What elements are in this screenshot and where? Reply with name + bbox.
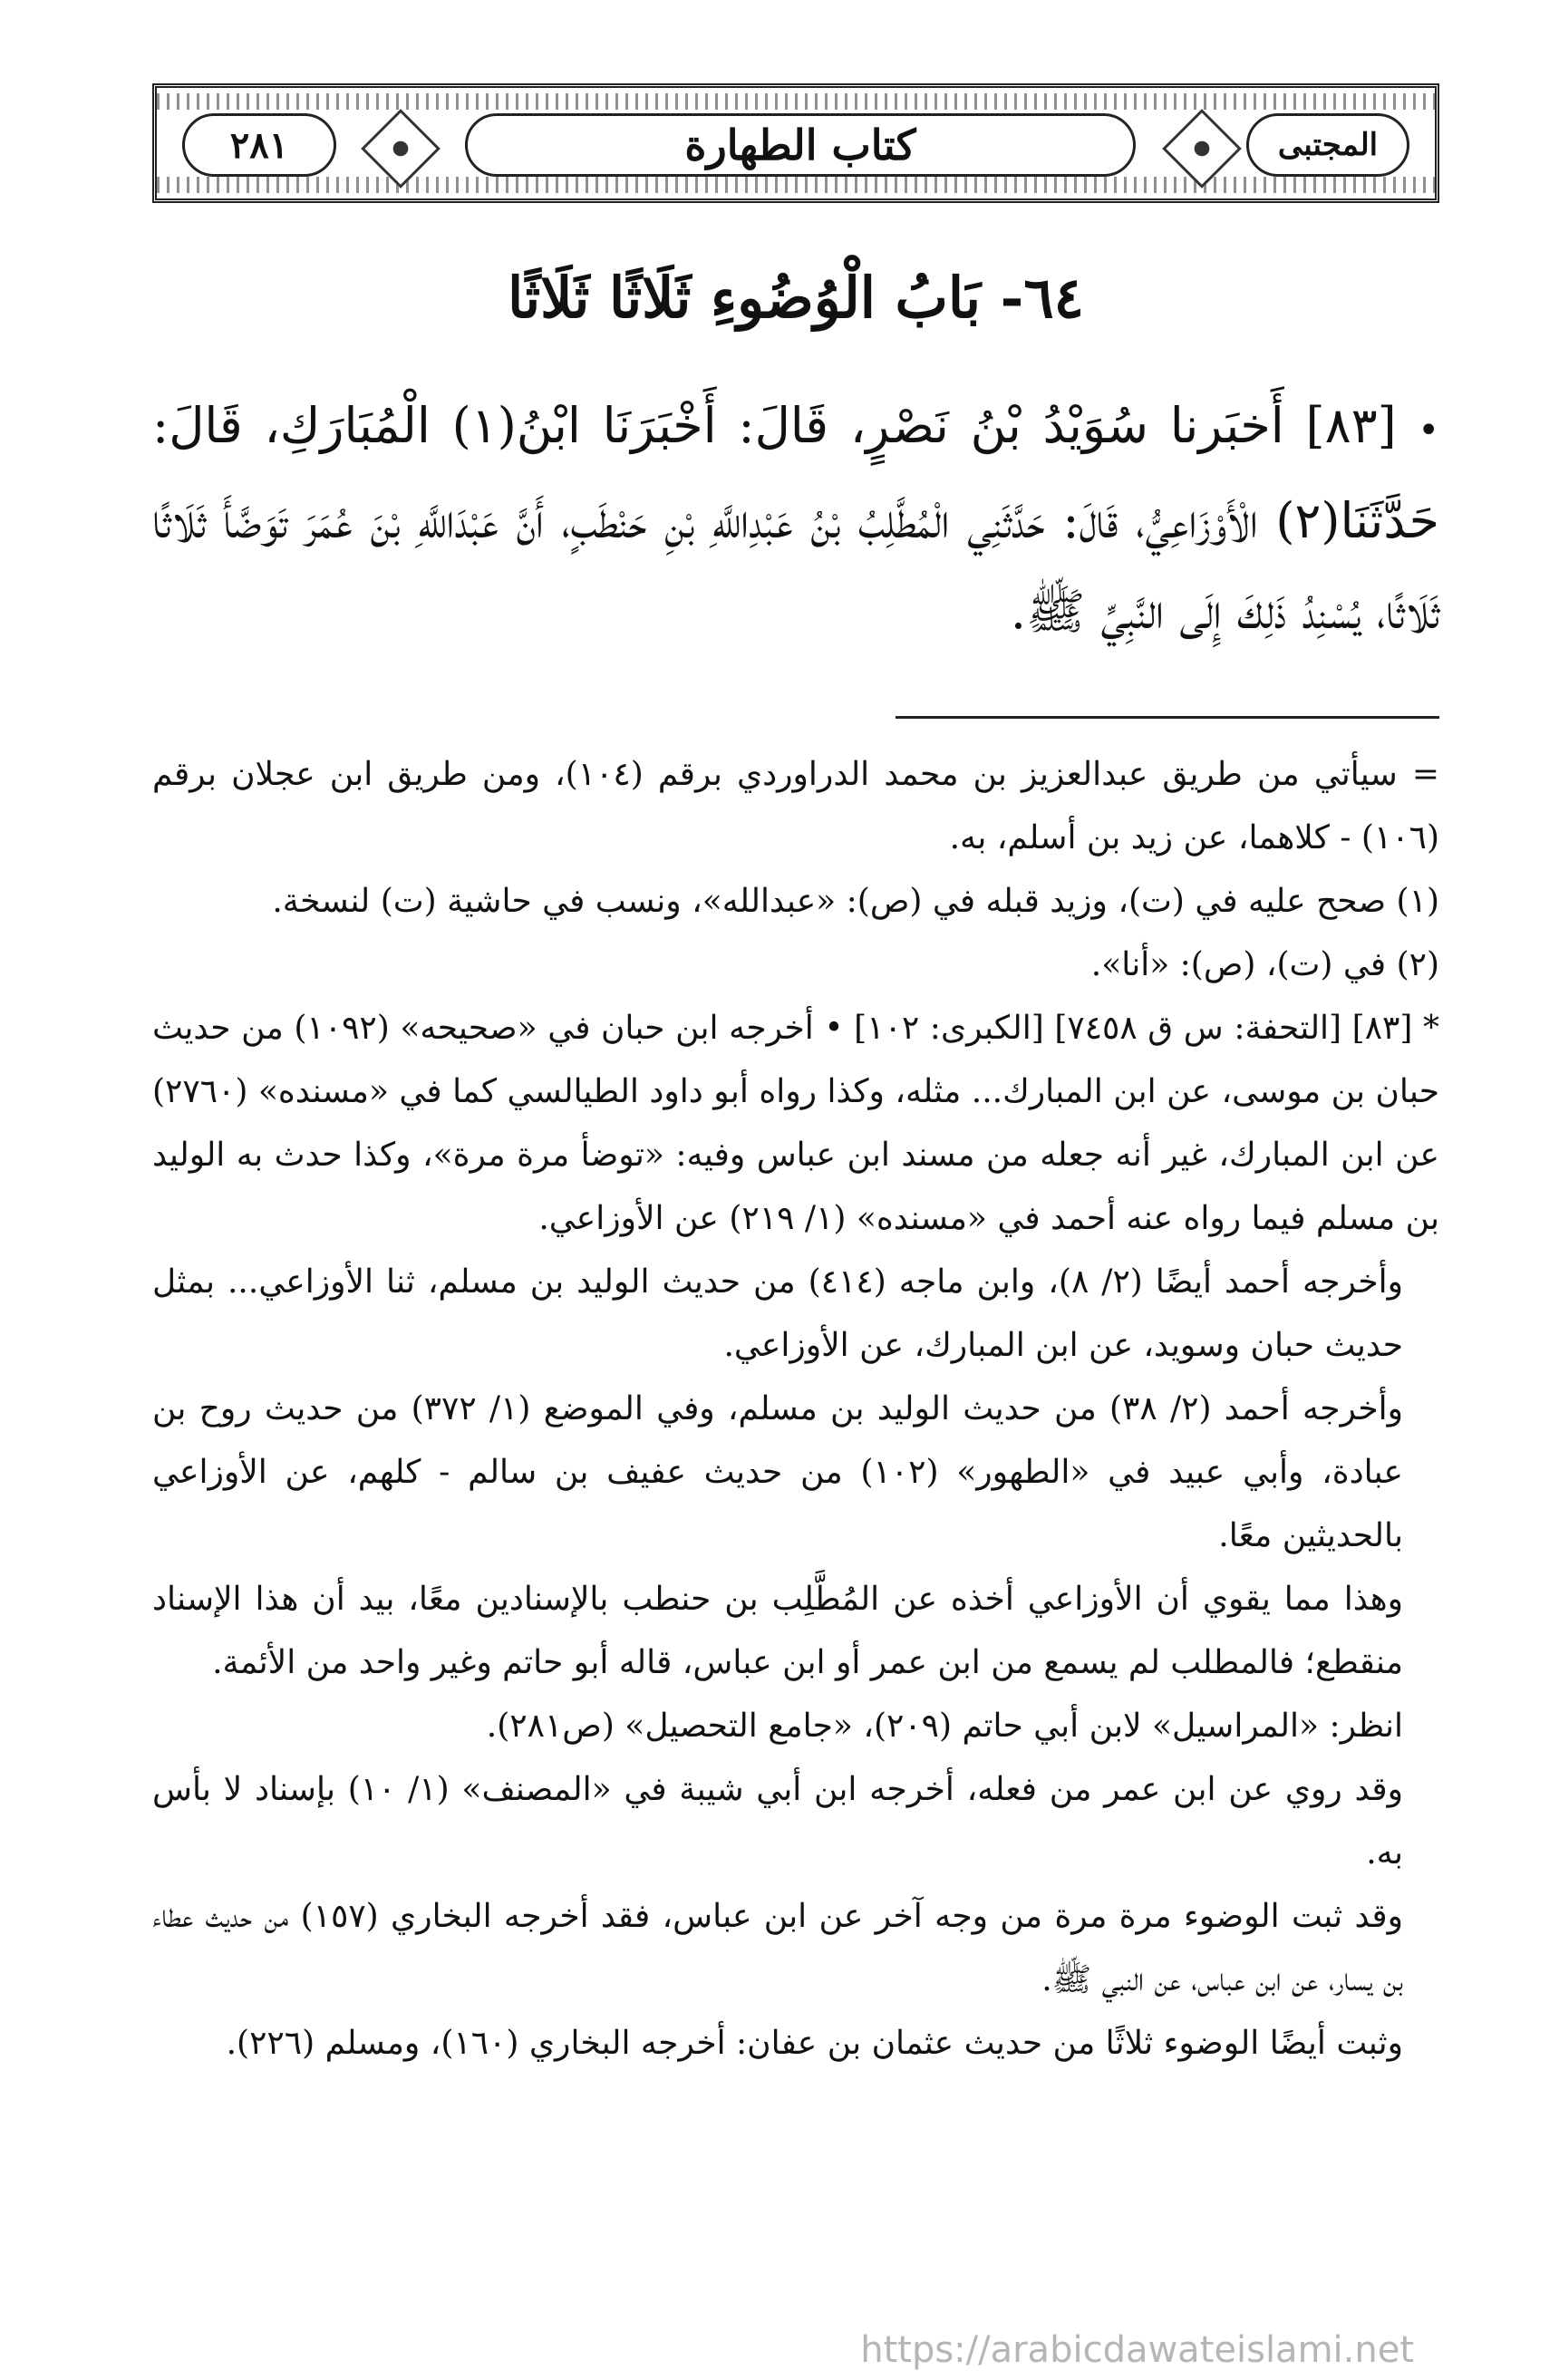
takhrij-paragraph: وقد ثبت الوضوء مرة مرة من وجه آخر عن ابن عباس، فقد أخرجه البخاري (١٥٧) من حديث عطاء بن يسار، عن ابن عباس، عن النبي ﷺ. [152, 1898, 1403, 1998]
hadith-body: [٨٣] أَخبَرنا سُوَيْدُ بْنُ نَصْرٍ، قَالَ: أَخْبَرَنَا ابْنُ(١) الْمُبَارَكِ، قَالَ: حَدَّثَنَا(٢) الْأَوْزَاعِيُّ، قَالَ: حَدَّثَنِي الْمُطَّلِبُ بْنُ عَبْدِاللَّهِ بْنِ حَنْطَبٍ، أَنَّ عَبْدَاللَّهِ بْنَ عُمَرَ تَوَضَّأَ ثَلَاثًا ثَلَاثًا، يُسْنِدُ ذَلِكَ إِلَى النَّبِيِّ ﷺ. [152, 397, 1439, 640]
footnote-continuation: = سيأتي من طريق عبدالعزيز بن محمد الدراوردي برقم (١٠٤)، ومن طريق ابن عجلان برقم (١٠٦) - كلاهما، عن زيد بن أسلم، به. [152, 756, 1440, 856]
header-ornament-bottom [157, 177, 1435, 193]
series-name: المجتبى [1246, 113, 1409, 177]
watermark-url: https://arabicdawateislami.net [860, 2329, 1414, 2371]
takhrij-paragraph: وأخرجه أحمد (٢/ ٣٨) من حديث الوليد بن مسلم، وفي الموضع (١/ ٣٧٢) من حديث روح بن عبادة، وأبي عبيد في «الطهور» (١٠٢) من حديث عفيف بن سالم - كلهم، عن الأوزاعي بالحديثين معًا. [152, 1390, 1403, 1554]
takhrij-paragraph: انظر: «المراسيل» لابن أبي حاتم (٢٠٩)، «جامع التحصيل» (ص٢٨١). [486, 1708, 1403, 1745]
footnotes [152, 743, 1439, 2075]
hadith-text [152, 381, 1439, 657]
page-header [152, 83, 1439, 203]
book-title: كتاب الطهارة [465, 113, 1136, 177]
takhrij-paragraph: وأخرجه أحمد أيضًا (٢/ ٨)، وابن ماجه (٤١٤) من حديث الوليد بن مسلم، ثنا الأوزاعي... بمثل حديث حبان وسويد، عن ابن المبارك، عن الأوزاعي. [152, 1263, 1404, 1364]
takhrij-note: * [٨٣] [التحفة: س ق ٧٤٥٨] [الكبرى: ١٠٢] • أخرجه ابن حبان في «صحيحه» (١٠٩٢) من حديث حبان بن موسى، عن ابن المبارك... مثله، وكذا رواه أبو داود الطيالسي كما في «مسنده» (٢٧٦٠) عن ابن المبارك، غير أنه جعله من مسند ابن عباس وفيه: «توضأ مرة مرة»، وكذا حدث به الوليد بن مسلم فيما رواه عنه أحمد في «مسنده» (١/ ٢١٩) عن الأوزاعي. [152, 1010, 1439, 1237]
footnote-1: (١) صحح عليه في (ت)، وزيد قبله في (ص): «عبدالله»، ونسب في حاشية (ت) لنسخة. [272, 883, 1439, 920]
takhrij-paragraph: وهذا مما يقوي أن الأوزاعي أخذه عن المُطَّلِب بن حنطب بالإسنادين معًا، بيد أن هذا الإسناد منقطع؛ فالمطلب لم يسمع من ابن عمر أو ابن عباس، قاله أبو حاتم وغير واحد من الأئمة. [152, 1581, 1403, 1681]
header-ornament-top [157, 93, 1435, 110]
takhrij-paragraph: وقد روي عن ابن عمر من فعله، أخرجه ابن أبي شيبة في «المصنف» (١/ ١٠) بإسناد لا بأس به. [152, 1771, 1404, 1872]
takhrij-paragraph: وثبت أيضًا الوضوء ثلاثًا من حديث عثمان بن عفان: أخرجه البخاري (١٦٠)، ومسلم (٢٢٦). [226, 2025, 1403, 2062]
footnote-divider [896, 716, 1439, 719]
page-number: ٢٨١ [182, 113, 336, 177]
chapter-heading: ٦٤- بَابُ الْوُضُوءِ ثَلَاثًا ثَلَاثًا [508, 265, 1084, 331]
bullet-icon: • [1418, 410, 1439, 451]
footnote-2: (٢) في (ت)، (ص): «أنا». [1090, 946, 1439, 983]
